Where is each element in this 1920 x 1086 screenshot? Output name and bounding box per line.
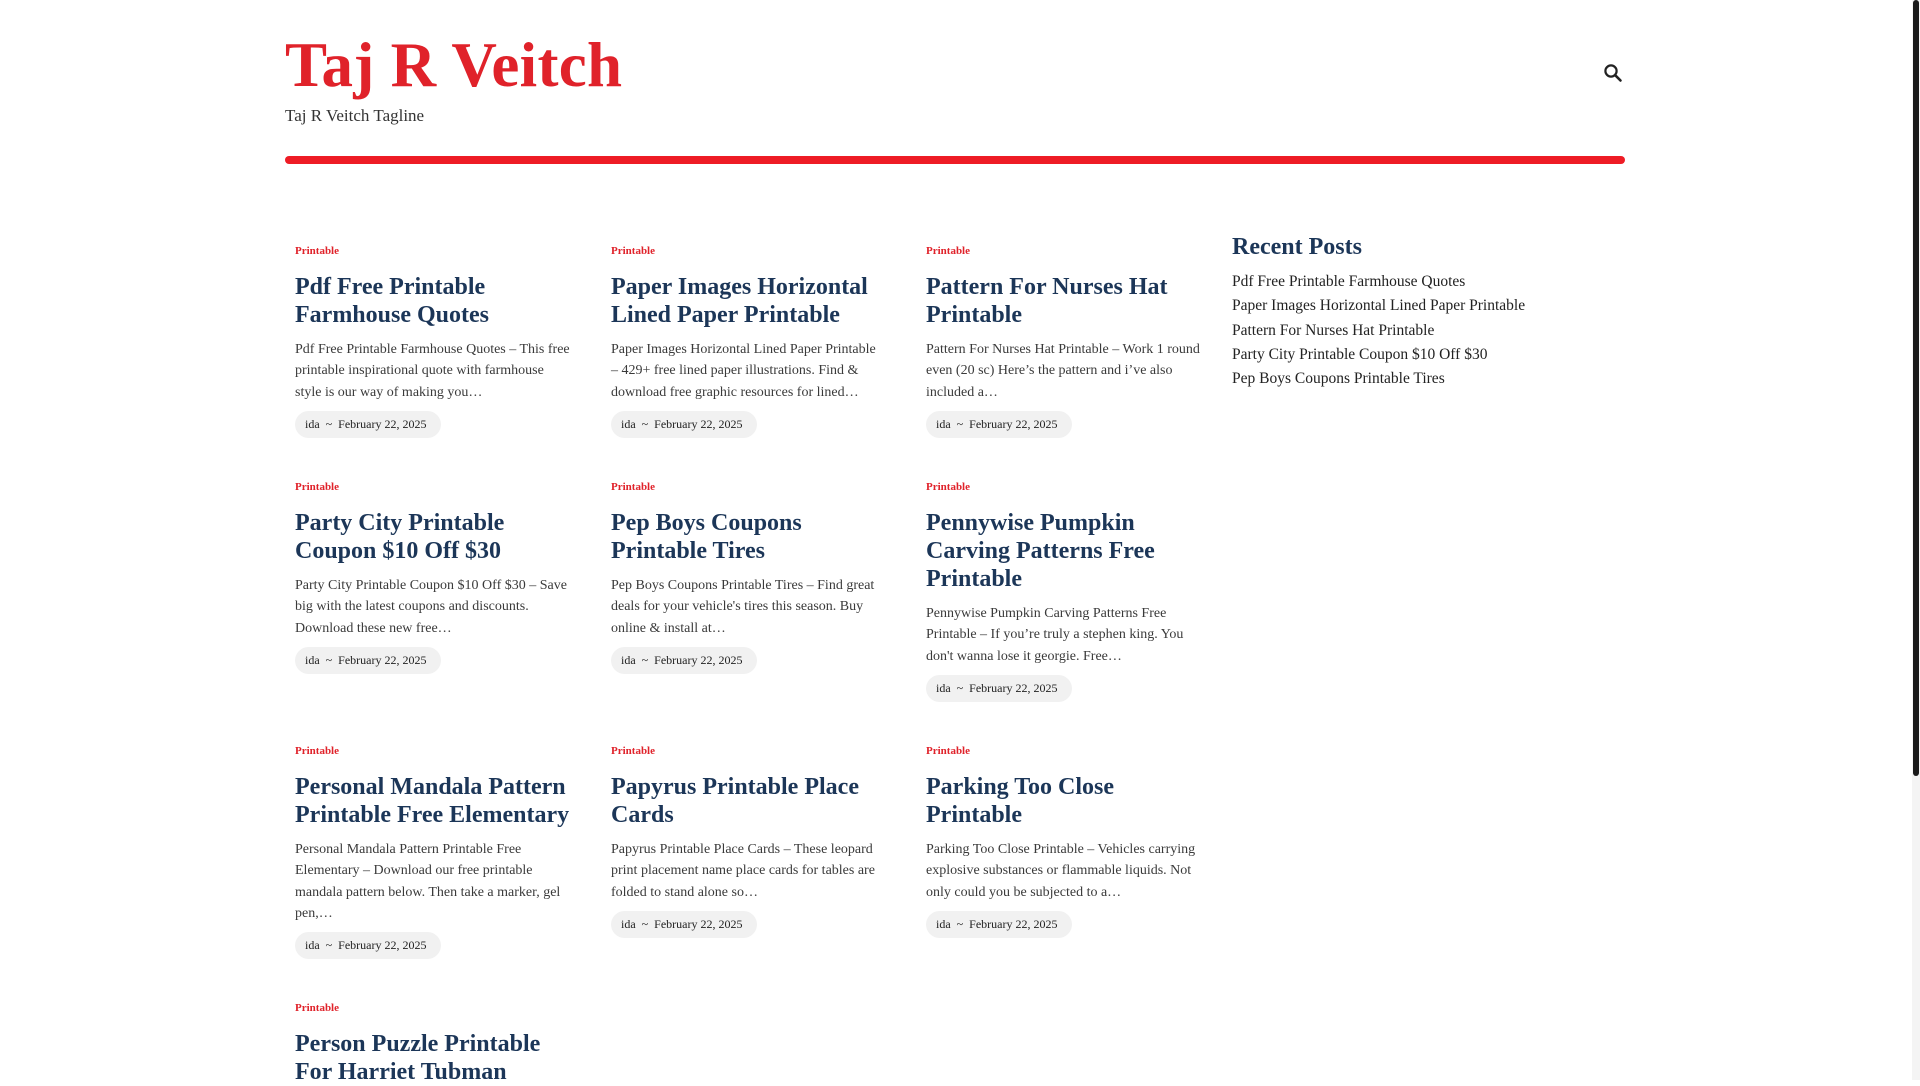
post-title[interactable]: Paper Images Horizontal Lined Paper Printable [611, 274, 868, 328]
site-title[interactable]: Taj R Veitch [285, 30, 623, 100]
post-title[interactable]: Person Puzzle Printable For Harriet Tubman [295, 1031, 541, 1085]
post-category-link[interactable]: Printable [295, 245, 339, 257]
post-title[interactable]: Pennywise Pumpkin Carving Patterns Free Printable [926, 510, 1155, 592]
post-date[interactable]: February 22, 2025 [969, 680, 1058, 695]
post-meta [611, 911, 757, 938]
recent-post-link[interactable]: Pep Boys Coupons Printable Tires [1232, 370, 1445, 388]
post-title[interactable]: Papyrus Printable Place Cards [611, 774, 859, 828]
post-meta [295, 647, 441, 674]
tilde-separator-icon: ~ [325, 652, 333, 667]
post-category-link[interactable]: Printable [295, 1002, 339, 1014]
post-date[interactable]: February 22, 2025 [338, 416, 427, 431]
post-title[interactable]: Pattern For Nurses Hat Printable [926, 274, 1168, 328]
post-card [295, 480, 570, 674]
post-excerpt: Parking Too Close Printable – Vehicles carrying explosive substances or flammable liquids. Not only could you be subjected to a… [926, 842, 1196, 900]
post-excerpt: Party City Printable Coupon $10 Off $30 – Save big with the latest coupons and discounts. Download these new free… [295, 578, 567, 636]
post-excerpt: Paper Images Horizontal Lined Paper Printable – 429+ free lined paper illustrations. Find & download free graphic resources for lined… [611, 342, 876, 400]
post-card [295, 244, 570, 438]
recent-post-link[interactable]: Pattern For Nurses Hat Printable [1232, 321, 1435, 339]
post-author[interactable]: ida [305, 416, 320, 431]
header-divider [285, 156, 1625, 164]
post-excerpt: Personal Mandala Pattern Printable Free Elementary – Download our free printable mandala pattern below. Then take a marker, gel pen,… [295, 842, 561, 921]
post-author[interactable]: ida [936, 916, 951, 931]
tilde-separator-icon: ~ [956, 680, 964, 695]
post-meta [295, 932, 441, 959]
post-excerpt: Pdf Free Printable Farmhouse Quotes – This free printable inspirational quote with farmhouse style is our way of making you… [295, 342, 570, 400]
post-date[interactable]: February 22, 2025 [654, 652, 743, 667]
post-category-link[interactable]: Printable [926, 245, 970, 257]
post-card [611, 480, 886, 674]
recent-post-link[interactable]: Pdf Free Printable Farmhouse Quotes [1232, 273, 1466, 290]
site-header [285, 0, 1625, 166]
post-card [611, 244, 886, 438]
post-meta [926, 911, 1072, 938]
post-author[interactable]: ida [305, 652, 320, 667]
post-meta [611, 647, 757, 674]
tilde-separator-icon: ~ [325, 938, 333, 953]
post-date[interactable]: February 22, 2025 [969, 416, 1058, 431]
post-category-link[interactable]: Printable [295, 481, 339, 493]
site-tagline: Taj R Veitch Tagline [285, 106, 425, 125]
tilde-separator-icon: ~ [641, 652, 649, 667]
post-author[interactable]: ida [305, 938, 320, 953]
search-icon [1601, 61, 1625, 85]
recent-post-link[interactable]: Paper Images Horizontal Lined Paper Printable [1232, 297, 1526, 315]
post-card [295, 744, 570, 959]
post-excerpt: Pep Boys Coupons Printable Tires – Find great deals for your vehicle's tires this season. Buy online & install at… [611, 578, 875, 636]
post-meta [295, 411, 441, 438]
post-author[interactable]: ida [936, 416, 951, 431]
post-title[interactable]: Pdf Free Printable Farmhouse Quotes [295, 274, 489, 328]
post-author[interactable]: ida [621, 416, 636, 431]
tilde-separator-icon: ~ [956, 916, 964, 931]
tilde-separator-icon: ~ [956, 416, 964, 431]
post-date[interactable]: February 22, 2025 [654, 416, 743, 431]
post-category-link[interactable]: Printable [611, 481, 655, 493]
scrollbar-thumb[interactable] [1913, 0, 1919, 776]
post-excerpt: Pennywise Pumpkin Carving Patterns Free Printable – If you’re truly a stephen king. You don't wanna lose it georgie. Free… [926, 606, 1184, 664]
tilde-separator-icon: ~ [641, 416, 649, 431]
post-category-link[interactable]: Printable [611, 245, 655, 257]
post-card [926, 480, 1201, 702]
post-title[interactable]: Parking Too Close Printable [926, 774, 1115, 828]
tilde-separator-icon: ~ [325, 416, 333, 431]
post-author[interactable]: ida [621, 916, 636, 931]
recent-post-link[interactable]: Party City Printable Coupon $10 Off $30 [1232, 345, 1488, 363]
post-excerpt: Papyrus Printable Place Cards – These leopard print placement name place cards for tables are folded to stand alone so… [611, 842, 875, 900]
search-button[interactable] [1601, 61, 1625, 85]
post-meta [926, 675, 1072, 702]
post-category-link[interactable]: Printable [611, 745, 655, 757]
post-meta [926, 411, 1072, 438]
post-card [926, 244, 1201, 438]
post-title[interactable]: Pep Boys Coupons Printable Tires [611, 510, 802, 564]
sidebar-recent-posts [1232, 230, 1592, 391]
post-author[interactable]: ida [936, 680, 951, 695]
post-card [611, 744, 886, 938]
post-author[interactable]: ida [621, 652, 636, 667]
post-excerpt: Pattern For Nurses Hat Printable – Work 1 round even (20 sc) Here’s the pattern and i’ve also included a… [926, 342, 1200, 400]
post-date[interactable]: February 22, 2025 [654, 916, 743, 931]
vertical-scrollbar[interactable] [1912, 0, 1920, 1080]
post-title[interactable]: Personal Mandala Pattern Printable Free Elementary [295, 774, 570, 828]
post-category-link[interactable]: Printable [926, 481, 970, 493]
post-date[interactable]: February 22, 2025 [969, 916, 1058, 931]
post-date[interactable]: February 22, 2025 [338, 938, 427, 953]
post-date[interactable]: February 22, 2025 [338, 652, 427, 667]
post-card [926, 744, 1201, 938]
post-category-link[interactable]: Printable [295, 745, 339, 757]
post-title[interactable]: Party City Printable Coupon $10 Off $30 [295, 510, 505, 564]
post-meta [611, 411, 757, 438]
tilde-separator-icon: ~ [641, 916, 649, 931]
post-card [295, 1001, 570, 1086]
recent-posts-heading: Recent Posts [1232, 234, 1362, 260]
post-category-link[interactable]: Printable [926, 745, 970, 757]
recent-posts-list [1232, 270, 1592, 391]
